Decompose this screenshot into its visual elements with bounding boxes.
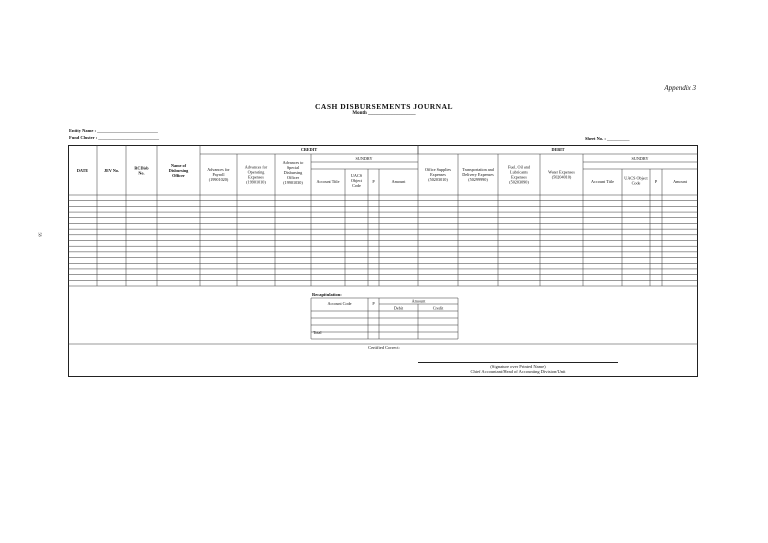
col-transportation: Transportation and Delivery Expenses (50299990) (462, 167, 494, 182)
col-date: DATE (76, 168, 89, 173)
recap-debit: Debit (393, 305, 404, 311)
sheet-number-field: Sheet No. : __________ (585, 136, 630, 141)
col-debit-p: P (654, 179, 658, 184)
debit-sundry-header: SUNDRY (631, 156, 649, 161)
recap-title: Recapitulation: (312, 292, 342, 297)
col-water: Water Expenses (50204010) (548, 169, 575, 180)
credit-header: CREDIT (300, 147, 318, 152)
fund-cluster-field: Fund Cluster : ___________________________ (69, 135, 160, 140)
col-jev-no: JEV No. (103, 168, 120, 173)
recap-amount: Amount (411, 298, 426, 304)
signature-name-label: (Signature over Printed Name) (490, 364, 546, 369)
col-debit-uacs: UACS Object Code (624, 175, 648, 186)
signature-line (418, 362, 618, 363)
recap-account-code: Account Code (327, 301, 352, 306)
col-credit-p: P (372, 179, 375, 184)
entity-name-field: Entity Name : ___________________________ (69, 128, 158, 133)
col-credit-uacs: UACS Object Code (350, 173, 363, 188)
certified-correct-label: Certified Correct: (368, 345, 400, 350)
signature-title-label: Chief Accountant/Head of Accounting Division/Unit (470, 369, 566, 374)
col-advances-operating: Advances for Operating Expenses (19901010) (244, 164, 268, 185)
credit-sundry-header: SUNDRY (355, 156, 373, 161)
col-credit-amount: Amount (391, 179, 406, 184)
col-office-supplies: Office Supplies Expenses (50203010) (424, 167, 452, 182)
col-credit-account-title: Account Title (316, 179, 340, 184)
col-disbursing-officer: Name of Disbursing Officer (168, 163, 189, 178)
col-debit-amount: Amount (673, 179, 687, 184)
recap-credit: Credit (432, 305, 444, 311)
debit-header: DEBIT (551, 147, 565, 152)
col-rcdisb-no: RCDisb No. (134, 165, 149, 176)
journal-title: CASH DISBURSEMENTS JOURNAL (314, 102, 454, 111)
col-advances-payroll: Advances for Payroll (19901020) (207, 167, 230, 182)
col-debit-account-title: Account Title (591, 179, 614, 184)
appendix-label: Appendix 3 (664, 84, 696, 92)
recap-p: P (372, 301, 375, 306)
col-fuel-oil: Fuel, Oil and Lubricants Expenses (50203090) (508, 164, 530, 185)
page-number: 58 (37, 232, 43, 237)
month-field: Month ___________________ (352, 111, 416, 116)
col-advances-special: Advances to Special Disbursing Officer (19901030) (282, 160, 304, 185)
recap-total: Total (313, 330, 322, 335)
